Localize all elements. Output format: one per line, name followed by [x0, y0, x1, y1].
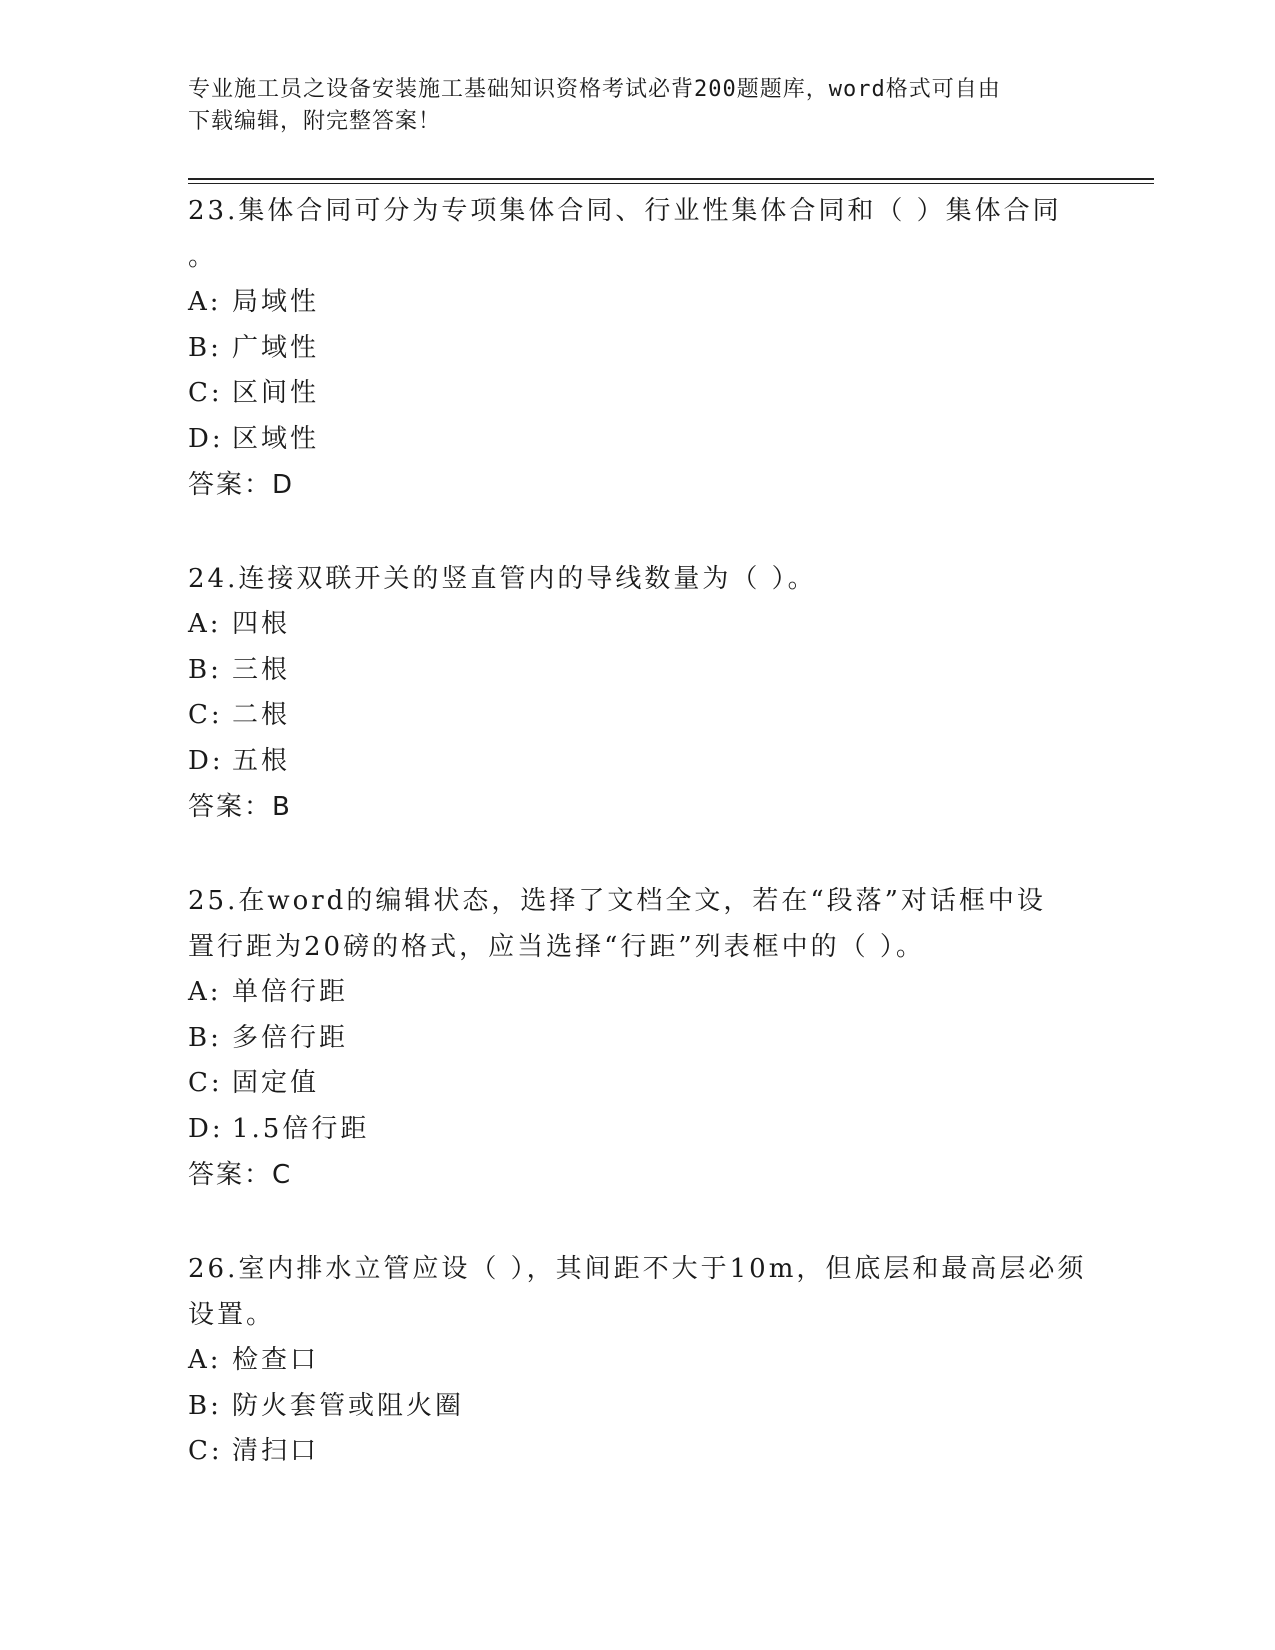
option-text: 广域性	[232, 332, 320, 363]
question-26	[188, 1244, 1088, 1475]
option-b	[188, 648, 1088, 694]
option-b	[188, 1384, 1088, 1430]
question-list	[188, 186, 1088, 1521]
header-rule-thin	[188, 183, 1154, 184]
answer-line: 答案：C	[188, 1160, 293, 1190]
option-key: A:	[188, 1345, 222, 1375]
option-key: B:	[188, 1390, 222, 1421]
option-text: 防火套管或阻火圈	[232, 1390, 465, 1421]
question-stem-line-2: 。	[188, 242, 218, 272]
option-key: D:	[188, 745, 224, 776]
option-d	[188, 417, 1088, 463]
option-b	[188, 326, 1088, 372]
option-key: C:	[188, 378, 223, 408]
question-25	[188, 876, 1088, 1198]
option-key: A:	[188, 287, 222, 317]
option-key: C:	[188, 1068, 223, 1098]
option-text: 局域性	[232, 287, 320, 317]
option-text: 单倍行距	[232, 977, 349, 1007]
option-b	[188, 1016, 1088, 1062]
header-line-2: 下载编辑，附完整答案！	[188, 109, 442, 134]
header-rule-thick	[188, 178, 1154, 180]
option-key: D:	[188, 423, 224, 454]
option-text: 固定值	[232, 1068, 320, 1098]
question-stem-line-2: 设置。	[188, 1300, 276, 1330]
option-a	[188, 602, 1088, 648]
option-key: C:	[188, 1436, 223, 1466]
question-stem	[188, 876, 1088, 970]
option-d	[188, 1107, 1088, 1153]
question-stem-line-1: 23.集体合同可分为专项集体合同、行业性集体合同和（ ）集体合同	[188, 196, 1062, 226]
option-text: 区间性	[232, 378, 320, 408]
option-c	[188, 1061, 1088, 1107]
question-stem	[188, 1244, 1088, 1338]
option-c	[188, 1429, 1088, 1475]
option-text: 多倍行距	[232, 1022, 349, 1053]
answer-line: 答案：D	[188, 470, 295, 500]
option-key: B:	[188, 1022, 222, 1053]
question-stem-line-1: 26.室内排水立管应设（ ），其间距不大于10m，但底层和最高层必须	[188, 1254, 1087, 1284]
question-stem	[188, 554, 1088, 602]
document-header	[188, 74, 1088, 138]
option-text: 1.5倍行距	[232, 1113, 370, 1144]
option-text: 三根	[232, 654, 291, 685]
question-24	[188, 554, 1088, 830]
option-key: C:	[188, 700, 223, 730]
option-key: A:	[188, 977, 222, 1007]
header-line-1: 专业施工员之设备安装施工基础知识资格考试必背200题题库，word格式可自由	[188, 77, 1001, 102]
question-stem-line-1: 25.在word的编辑状态，选择了文档全文，若在“段落”对话框中设	[188, 886, 1046, 916]
option-key: A:	[188, 609, 222, 639]
option-key: B:	[188, 654, 222, 685]
answer-line: 答案：B	[188, 792, 292, 822]
question-stem	[188, 186, 1088, 280]
option-text: 检查口	[232, 1345, 320, 1375]
option-c	[188, 371, 1088, 417]
option-a	[188, 280, 1088, 326]
option-a	[188, 970, 1088, 1016]
option-a	[188, 1338, 1088, 1384]
option-text: 四根	[232, 609, 291, 639]
question-stem-line-1: 24.连接双联开关的竖直管内的导线数量为（ ）。	[188, 564, 817, 594]
option-key: D:	[188, 1113, 224, 1144]
option-text: 五根	[232, 745, 291, 776]
question-23	[188, 186, 1088, 508]
question-stem-line-2: 置行距为20磅的格式，应当选择“行距”列表框中的（ ）。	[188, 932, 925, 962]
option-c	[188, 693, 1088, 739]
option-text: 清扫口	[232, 1436, 320, 1466]
option-d	[188, 739, 1088, 785]
option-text: 区域性	[232, 423, 320, 454]
option-text: 二根	[232, 700, 291, 730]
option-key: B:	[188, 332, 222, 363]
